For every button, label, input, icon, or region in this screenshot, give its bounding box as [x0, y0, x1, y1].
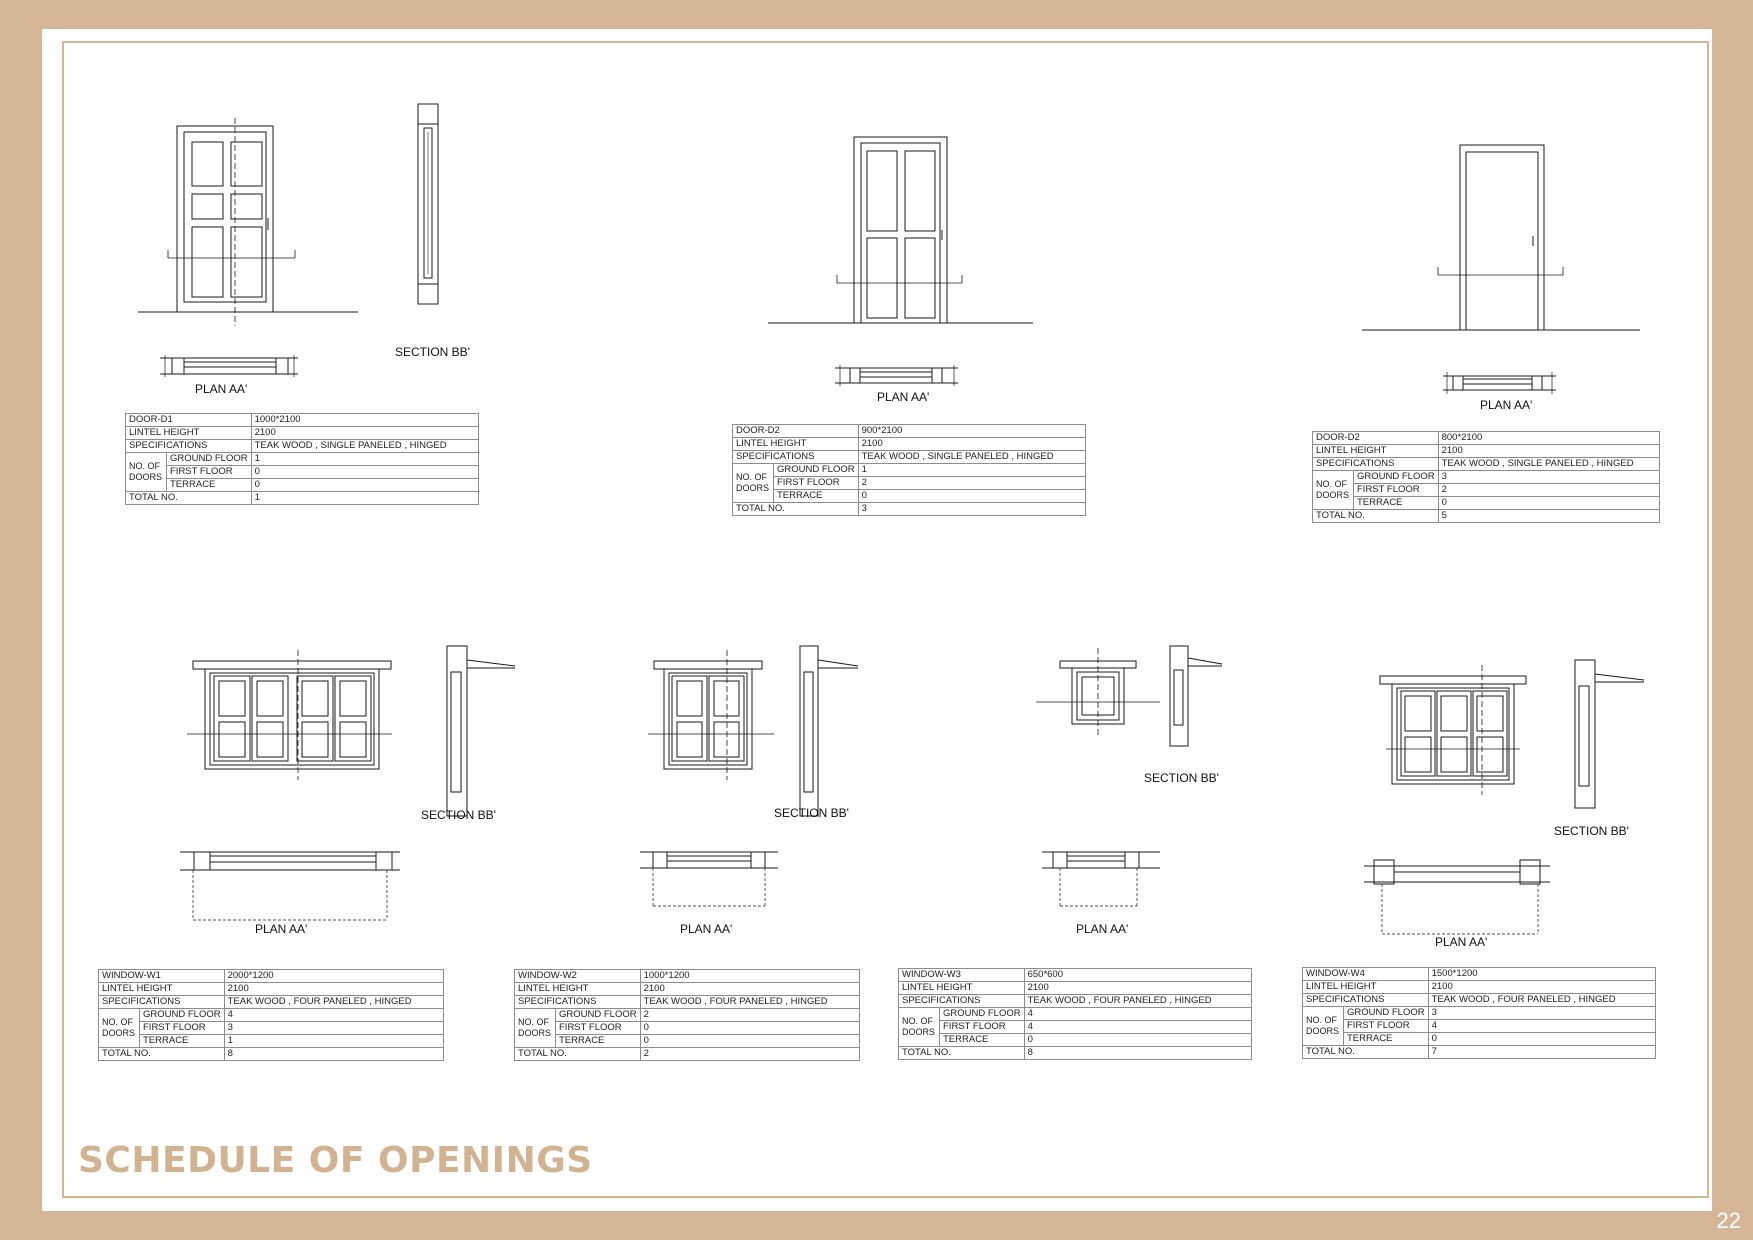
opening-size: 2000*1200: [224, 970, 443, 983]
terrace-value: 0: [251, 479, 478, 492]
ground-label: GROUND FLOOR: [1354, 471, 1439, 484]
ground-label: GROUND FLOOR: [556, 1009, 641, 1022]
lintel-label: LINTEL HEIGHT: [1313, 445, 1439, 458]
specs-label: SPECIFICATIONS: [1303, 994, 1429, 1007]
table-row: [1303, 1007, 1656, 1020]
no-of-doors-label: NO. OF DOORS: [899, 1008, 940, 1047]
plan-label-d3: PLAN AA': [1480, 398, 1533, 412]
ground-label: GROUND FLOOR: [1344, 1007, 1429, 1020]
table-row: [899, 982, 1252, 995]
ground-value: 3: [1428, 1007, 1655, 1020]
table-row: [733, 438, 1086, 451]
terrace-value: 1: [224, 1035, 443, 1048]
table-row: [733, 503, 1086, 516]
door-d3-plan: [1443, 372, 1556, 394]
plan-label-d1: PLAN AA': [195, 382, 248, 396]
total-value: 8: [1024, 1047, 1251, 1060]
specs-value: TEAK WOOD , FOUR PANELED , HINGED: [224, 996, 443, 1009]
terrace-label: TERRACE: [167, 479, 252, 492]
table-row: [1313, 458, 1660, 471]
lintel-label: LINTEL HEIGHT: [99, 983, 225, 996]
page-title: SCHEDULE OF OPENINGS: [78, 1140, 593, 1181]
total-label: TOTAL NO.: [1303, 1046, 1429, 1059]
first-label: FIRST FLOOR: [1354, 484, 1439, 497]
table-row: [99, 1009, 444, 1022]
terrace-label: TERRACE: [940, 1034, 1025, 1047]
specs-value: TEAK WOOD , FOUR PANELED , HINGED: [640, 996, 859, 1009]
window-w4-plan: [1364, 860, 1550, 934]
opening-size: 650*600: [1024, 969, 1251, 982]
lintel-label: LINTEL HEIGHT: [1303, 981, 1429, 994]
table-row: [899, 1047, 1252, 1060]
table-row: [899, 1008, 1252, 1021]
ground-label: GROUND FLOOR: [774, 464, 859, 477]
opening-name: DOOR-D1: [126, 414, 252, 427]
window-w1-section: [447, 646, 515, 816]
table-row: [515, 1022, 860, 1035]
window-w3-section: [1170, 646, 1222, 746]
terrace-label: TERRACE: [774, 490, 859, 503]
lintel-value: 2100: [1428, 981, 1655, 994]
table-row: [1313, 484, 1660, 497]
table-row: [733, 464, 1086, 477]
table-row: [515, 970, 860, 983]
first-value: 2: [1438, 484, 1659, 497]
table-row: [515, 1048, 860, 1061]
table-row: [1303, 1033, 1656, 1046]
first-label: FIRST FLOOR: [167, 466, 252, 479]
total-value: 7: [1428, 1046, 1655, 1059]
door-d2-plan: [835, 365, 958, 386]
opening-size: 900*2100: [858, 425, 1085, 438]
section-label-w4: SECTION BB': [1554, 824, 1629, 838]
table-row: [733, 477, 1086, 490]
no-of-doors-label: NO. OF DOORS: [1303, 1007, 1344, 1046]
first-label: FIRST FLOOR: [774, 477, 859, 490]
table-row: [99, 983, 444, 996]
specs-label: SPECIFICATIONS: [515, 996, 641, 1009]
first-value: 0: [251, 466, 478, 479]
terrace-value: 0: [1428, 1033, 1655, 1046]
section-label-d1: SECTION BB': [395, 345, 470, 359]
plan-label-w3: PLAN AA': [1076, 922, 1129, 936]
schedule-window-w4: [1302, 967, 1656, 1059]
door-d2-elevation: [768, 137, 1033, 323]
opening-name: DOOR-D2: [733, 425, 859, 438]
terrace-value: 0: [858, 490, 1085, 503]
no-of-doors-label: NO. OF DOORS: [1313, 471, 1354, 510]
lintel-value: 2100: [1438, 445, 1659, 458]
specs-value: TEAK WOOD , SINGLE PANELED , HINGED: [251, 440, 478, 453]
opening-size: 1000*2100: [251, 414, 478, 427]
total-label: TOTAL NO.: [733, 503, 859, 516]
table-row: [899, 1021, 1252, 1034]
section-label-w1: SECTION BB': [421, 808, 496, 822]
first-label: FIRST FLOOR: [556, 1022, 641, 1035]
opening-size: 800*2100: [1438, 432, 1659, 445]
window-w2-elevation: [648, 650, 774, 780]
first-value: 2: [858, 477, 1085, 490]
total-value: 8: [224, 1048, 443, 1061]
table-row: [733, 451, 1086, 464]
total-value: 3: [858, 503, 1085, 516]
table-row: [1303, 1046, 1656, 1059]
opening-size: 1000*1200: [640, 970, 859, 983]
table-row: [99, 996, 444, 1009]
table-row: [1303, 968, 1656, 981]
plan-label-w2: PLAN AA': [680, 922, 733, 936]
table-row: [733, 490, 1086, 503]
table-row: [515, 1035, 860, 1048]
specs-label: SPECIFICATIONS: [99, 996, 225, 1009]
ground-value: 4: [1024, 1008, 1251, 1021]
lintel-label: LINTEL HEIGHT: [126, 427, 252, 440]
table-row: [1313, 432, 1660, 445]
no-of-doors-label: NO. OF DOORS: [515, 1009, 556, 1048]
plan-label-w4: PLAN AA': [1435, 935, 1488, 949]
total-value: 2: [640, 1048, 859, 1061]
schedule-door-d1: [125, 413, 479, 505]
opening-name: WINDOW-W4: [1303, 968, 1429, 981]
window-w3-elevation: [1036, 648, 1160, 738]
terrace-label: TERRACE: [1344, 1033, 1429, 1046]
first-label: FIRST FLOOR: [940, 1021, 1025, 1034]
section-label-w2: SECTION BB': [774, 806, 849, 820]
table-row: [1313, 471, 1660, 484]
terrace-label: TERRACE: [556, 1035, 641, 1048]
lintel-label: LINTEL HEIGHT: [733, 438, 859, 451]
table-row: [99, 1022, 444, 1035]
lintel-value: 2100: [640, 983, 859, 996]
table-row: [126, 427, 479, 440]
specs-label: SPECIFICATIONS: [126, 440, 252, 453]
table-row: [1303, 994, 1656, 1007]
table-row: [515, 1009, 860, 1022]
table-row: [126, 466, 479, 479]
ground-value: 2: [640, 1009, 859, 1022]
table-row: [1313, 445, 1660, 458]
lintel-value: 2100: [251, 427, 478, 440]
opening-name: WINDOW-W1: [99, 970, 225, 983]
ground-label: GROUND FLOOR: [167, 453, 252, 466]
total-value: 1: [251, 492, 478, 505]
schedule-window-w2: [514, 969, 860, 1061]
total-value: 5: [1438, 510, 1659, 523]
first-value: 4: [1024, 1021, 1251, 1034]
opening-name: DOOR-D2: [1313, 432, 1439, 445]
schedule-window-w1: [98, 969, 444, 1061]
table-row: [899, 995, 1252, 1008]
total-label: TOTAL NO.: [126, 492, 252, 505]
window-w3-plan: [1042, 852, 1160, 906]
opening-name: WINDOW-W3: [899, 969, 1025, 982]
window-w4-elevation: [1380, 665, 1526, 795]
schedule-window-w3: [898, 968, 1252, 1060]
table-row: [515, 996, 860, 1009]
window-w2-plan: [640, 852, 778, 906]
table-row: [733, 425, 1086, 438]
table-row: [899, 1034, 1252, 1047]
table-row: [126, 414, 479, 427]
ground-value: 3: [1438, 471, 1659, 484]
specs-value: TEAK WOOD , SINGLE PANELED , HINGED: [858, 451, 1085, 464]
door-d3-elevation: [1362, 145, 1640, 330]
ground-value: 1: [858, 464, 1085, 477]
ground-label: GROUND FLOOR: [140, 1009, 225, 1022]
first-value: 0: [640, 1022, 859, 1035]
door-d1-plan: [160, 355, 298, 377]
opening-size: 1500*1200: [1428, 968, 1655, 981]
no-of-doors-label: NO. OF DOORS: [733, 464, 774, 503]
total-label: TOTAL NO.: [99, 1048, 225, 1061]
first-label: FIRST FLOOR: [140, 1022, 225, 1035]
table-row: [99, 970, 444, 983]
specs-value: TEAK WOOD , FOUR PANELED , HINGED: [1024, 995, 1251, 1008]
first-value: 4: [1428, 1020, 1655, 1033]
schedule-door-d2: [732, 424, 1086, 516]
door-d1-elevation: [138, 118, 358, 326]
table-row: [1303, 981, 1656, 994]
specs-value: TEAK WOOD , FOUR PANELED , HINGED: [1428, 994, 1655, 1007]
lintel-label: LINTEL HEIGHT: [515, 983, 641, 996]
specs-label: SPECIFICATIONS: [899, 995, 1025, 1008]
first-label: FIRST FLOOR: [1344, 1020, 1429, 1033]
no-of-doors-label: NO. OF DOORS: [126, 453, 167, 492]
terrace-value: 0: [1438, 497, 1659, 510]
terrace-value: 0: [1024, 1034, 1251, 1047]
table-row: [126, 440, 479, 453]
no-of-doors-label: NO. OF DOORS: [99, 1009, 140, 1048]
lintel-value: 2100: [224, 983, 443, 996]
table-row: [99, 1035, 444, 1048]
window-w1-plan: [180, 852, 400, 920]
specs-label: SPECIFICATIONS: [733, 451, 859, 464]
first-value: 3: [224, 1022, 443, 1035]
window-w1-elevation: [187, 650, 392, 780]
lintel-label: LINTEL HEIGHT: [899, 982, 1025, 995]
total-label: TOTAL NO.: [1313, 510, 1439, 523]
ground-value: 1: [251, 453, 478, 466]
table-row: [899, 969, 1252, 982]
ground-value: 4: [224, 1009, 443, 1022]
plan-label-w1: PLAN AA': [255, 922, 308, 936]
plan-label-d2: PLAN AA': [877, 390, 930, 404]
table-row: [1313, 497, 1660, 510]
page-number: 22: [1716, 1208, 1741, 1233]
section-label-w3: SECTION BB': [1144, 771, 1219, 785]
table-row: [99, 1048, 444, 1061]
table-row: [1313, 510, 1660, 523]
table-row: [126, 492, 479, 505]
table-row: [1303, 1020, 1656, 1033]
terrace-label: TERRACE: [140, 1035, 225, 1048]
terrace-value: 0: [640, 1035, 859, 1048]
schedule-door-d3: [1312, 431, 1660, 523]
lintel-value: 2100: [1024, 982, 1251, 995]
window-w2-section: [800, 646, 858, 816]
lintel-value: 2100: [858, 438, 1085, 451]
table-row: [126, 479, 479, 492]
total-label: TOTAL NO.: [899, 1047, 1025, 1060]
table-row: [126, 453, 479, 466]
door-d1-section: [418, 104, 438, 304]
specs-value: TEAK WOOD , SINGLE PANELED , HINGED: [1438, 458, 1659, 471]
opening-name: WINDOW-W2: [515, 970, 641, 983]
terrace-label: TERRACE: [1354, 497, 1439, 510]
window-w4-section: [1575, 660, 1644, 808]
table-row: [515, 983, 860, 996]
specs-label: SPECIFICATIONS: [1313, 458, 1439, 471]
ground-label: GROUND FLOOR: [940, 1008, 1025, 1021]
total-label: TOTAL NO.: [515, 1048, 641, 1061]
